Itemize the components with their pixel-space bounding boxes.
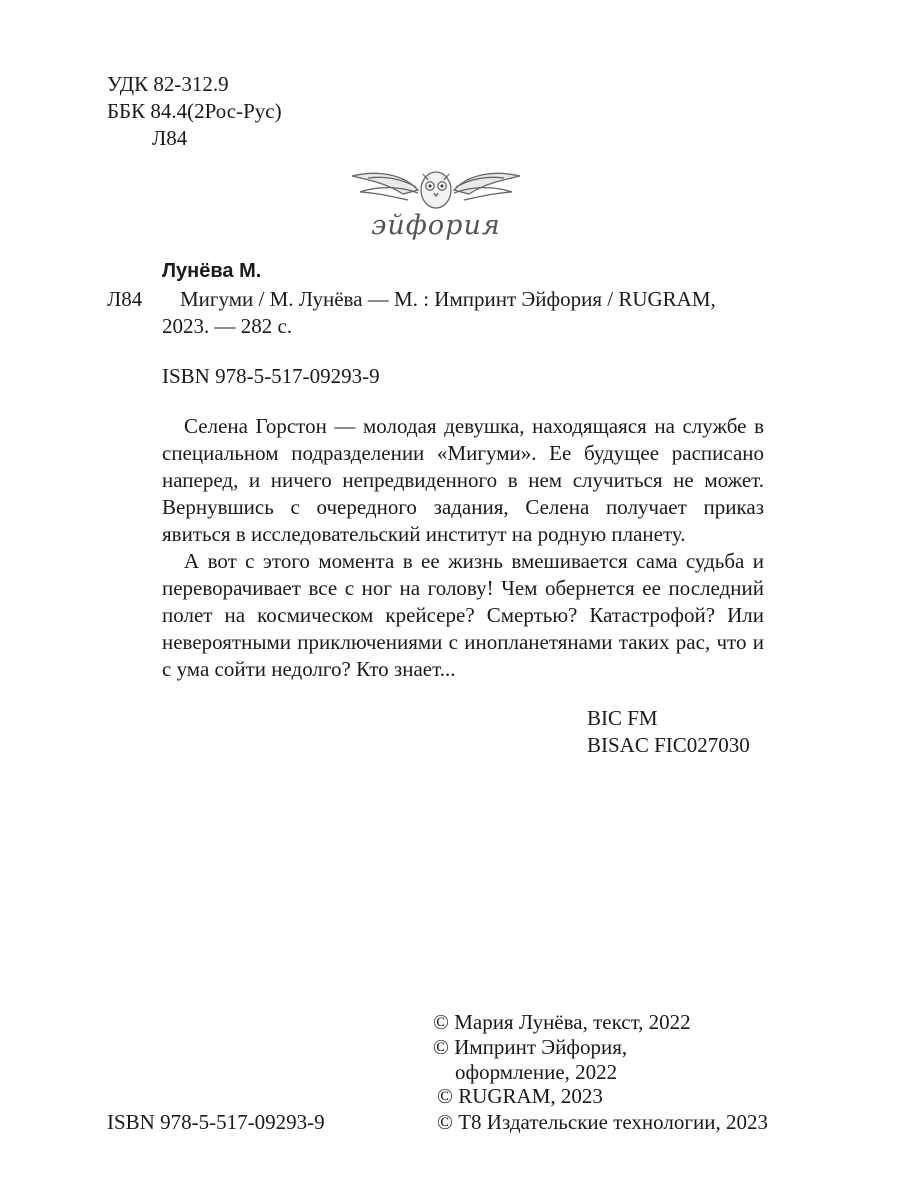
bic-code: BIC FM [587, 706, 658, 730]
publisher-logo-text: эйфория [371, 210, 501, 241]
sign-left: Л84 [107, 287, 143, 311]
author-sign: Л84 [152, 126, 188, 150]
bisac-code: BISAC FIC027030 [587, 733, 750, 757]
annotation-paragraph-2: А вот с этого момента в ее жизнь вмешивается сама судьба и переворачивает все с ног на голову! Чем обернется ее последний полет на космическом крейсере? Смертью? Катастрофой? Или невероятными приключениями с инопланетянами таких рас, что и с ума сойти недолго? Кто знает... [162, 549, 764, 681]
author-name: Лунёва М. [162, 260, 262, 282]
isbn-top: ISBN 978-5-517-09293-9 [162, 364, 380, 388]
isbn-bottom: ISBN 978-5-517-09293-9 [107, 1110, 325, 1134]
copyright-line-2: © Импринт Эйфория, [433, 1035, 628, 1059]
bibliographic-line-1: Мигуми / М. Лунёва — М. : Импринт Эйфория / RUGRAM, [180, 287, 716, 311]
udk-code: УДК 82-312.9 [107, 72, 229, 96]
bbk-code: ББК 84.4(2Рос-Рус) [107, 99, 282, 123]
copyright-line-5: © Т8 Издательские технологии, 2023 [437, 1110, 768, 1134]
copyright-line-3: оформление, 2022 [455, 1060, 618, 1084]
annotation [162, 413, 764, 683]
publisher-logo [348, 160, 524, 240]
copyright-line-4: © RUGRAM, 2023 [437, 1084, 603, 1108]
bibliographic-line-2: 2023. — 282 с. [162, 314, 293, 338]
annotation-paragraph-1: Селена Горстон — молодая девушка, находящаяся на службе в специальном подразделении «Мигуми». Ее будущее расписано наперед, и ничего непредвиденного в нем случиться не может. Вернувшись с очередного задания, Селена получает приказ явиться в исследовательский институт на родную планету. [162, 414, 764, 546]
copyright-line-1: © Мария Лунёва, текст, 2022 [433, 1010, 691, 1034]
